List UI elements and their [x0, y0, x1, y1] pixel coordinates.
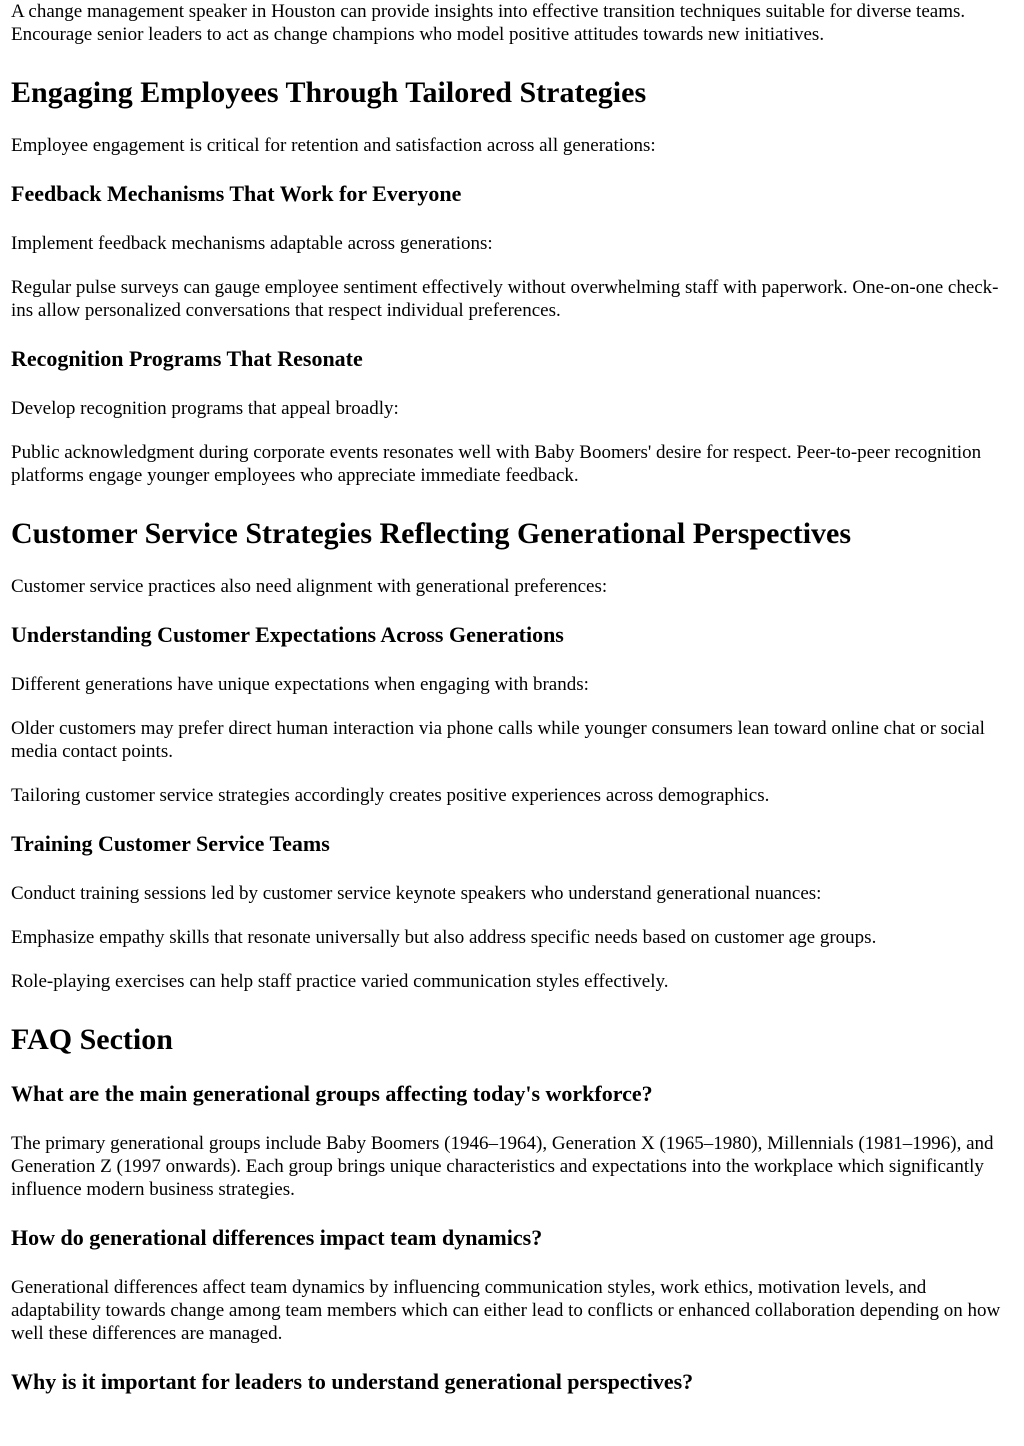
engaging-intro: Employee engagement is critical for retention and satisfaction across all generations: [11, 135, 656, 156]
faq-question-1: What are the main generational groups affecting today's workforce? [11, 1081, 653, 1106]
section-heading-faq: FAQ Section [11, 1023, 173, 1056]
subheading-feedback: Feedback Mechanisms That Work for Everyone [11, 181, 462, 206]
section-heading-engaging: Engaging Employees Through Tailored Strategies [11, 76, 647, 109]
expectations-paragraph-1: Different generations have unique expectations when engaging with brands: [11, 674, 589, 695]
subheading-recognition: Recognition Programs That Resonate [11, 346, 363, 371]
faq-question-2: How do generational differences impact team dynamics? [11, 1225, 543, 1250]
feedback-paragraph-2: Regular pulse surveys can gauge employee sentiment effectively without overwhelming staff with paperwork. One-on-one check-ins allow personalized conversations that respect individual preferences. [11, 277, 999, 321]
feedback-paragraph-1: Implement feedback mechanisms adaptable across generations: [11, 233, 493, 254]
expectations-paragraph-2: Older customers may prefer direct human interaction via phone calls while younger consumers lean toward online chat or social media contact points. [11, 718, 985, 762]
subheading-training: Training Customer Service Teams [11, 831, 330, 856]
section-heading-customer: Customer Service Strategies Reflecting Generational Perspectives [11, 517, 852, 550]
recognition-paragraph-1: Develop recognition programs that appeal broadly: [11, 398, 399, 419]
customer-intro: Customer service practices also need alignment with generational preferences: [11, 576, 608, 597]
recognition-paragraph-2: Public acknowledgment during corporate events resonates well with Baby Boomers' desire for respect. Peer-to-peer recognition platforms engage younger employees who appreciate immediate feedback. [11, 442, 982, 486]
subheading-expectations: Understanding Customer Expectations Across Generations [11, 622, 564, 647]
faq-answer-2: Generational differences affect team dynamics by influencing communication styles, work ethics, motivation levels, and adaptability towards change among team members which can either lead to conflicts or enhanced collaboration depending on how well these differences are managed. [11, 1277, 1001, 1344]
training-paragraph-3: Role-playing exercises can help staff practice varied communication styles effectively. [11, 971, 669, 992]
expectations-paragraph-3: Tailoring customer service strategies accordingly creates positive experiences across demographics. [11, 785, 770, 806]
training-paragraph-2: Emphasize empathy skills that resonate universally but also address specific needs based on customer age groups. [11, 927, 877, 948]
faq-answer-1: The primary generational groups include Baby Boomers (1946–1964), Generation X (1965–1980), Millennials (1981–1996), and Generation Z (1997 onwards). Each group brings unique characteristics and expectations into the workplace which significantly influence modern business strategies. [11, 1133, 994, 1200]
faq-question-3: Why is it important for leaders to understand generational perspectives? [11, 1369, 694, 1394]
training-paragraph-1: Conduct training sessions led by customer service keynote speakers who understand generational nuances: [11, 883, 822, 904]
intro-paragraph: A change management speaker in Houston can provide insights into effective transition techniques suitable for diverse teams. Encourage senior leaders to act as change champions who model positive attitudes towards new initiatives. [11, 1, 966, 45]
